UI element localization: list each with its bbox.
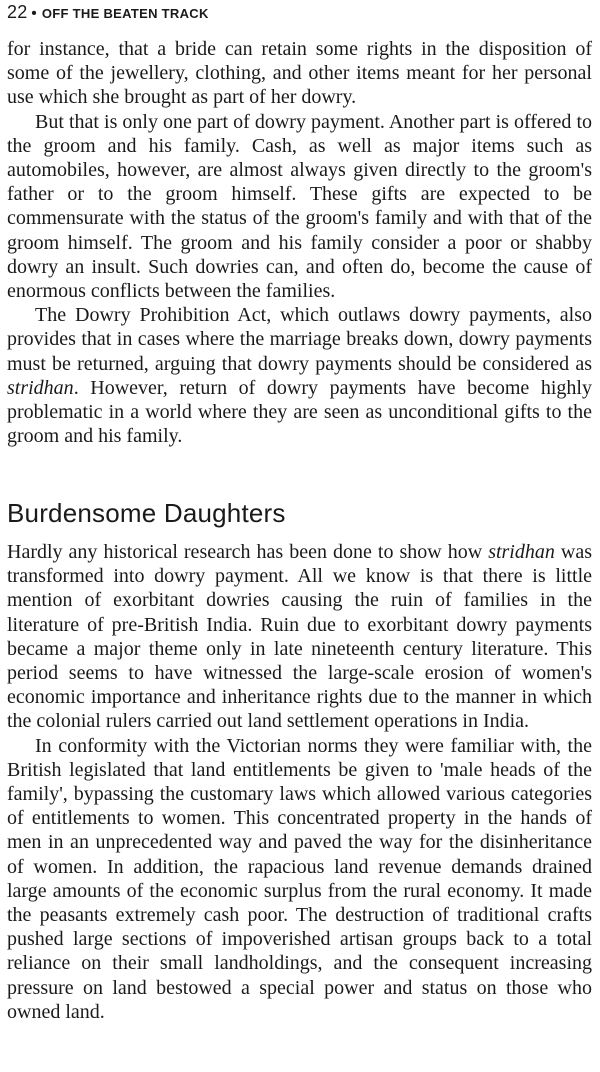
text-run: . However, return of dowry payments have become highly problematic in a world where they are seen as unconditional gifts to the groom and his family. — [7, 376, 592, 448]
text-run: was transformed into dowry payment. All we know is that there is little mention of exorbitant dowries causing the ruin of families in the literature of pre-British India. Ruin due to exorbitant dowry payments became a major theme only in late nineteenth century literature. This period seems to have witnessed the large-scale erosion of women's economic importance and inheritance rights due to the manner in which the colonial rulers carried out land settlement operations in India. — [7, 541, 592, 733]
section-one-text — [7, 37, 592, 448]
page-number: 22 — [7, 2, 28, 22]
running-head — [7, 2, 209, 23]
paragraph-victorian-norms: In conformity with the Victorian norms they were familiar with, the British legislated that land entitlements be given to 'male heads of the family', bypassing the customary laws which allowed various categories of entitlements to women. This concentrated property in the hands of men in an unprecedented way and paved the way for the disinheritance of women. In addition, the rapacious land revenue demands drained large amounts of the economic surplus from the rural economy. It made the peasants extremely cash poor. The destruction of traditional crafts pushed large sections of impoverished artisan groups back to a total reliance on their small landholdings, and the consequent increasing pressure on land bestowed a special power and status on those who owned land. — [7, 734, 592, 1023]
section-heading: Burdensome Daughters — [7, 498, 286, 528]
paragraph-dowry-act — [7, 303, 592, 448]
paragraph-historical-research — [7, 540, 592, 734]
paragraph-groom-payment: But that is only one part of dowry payment. Another part is offered to the groom and his family. Cash, as well as major items such as automobiles, however, are almost always given directly to the groom's father or to the groom himself. These gifts are expected to be commensurate with the status of the groom's family and with that of the groom himself. The groom and his family consider a poor or shabby dowry an insult. Such dowries can, and often do, become the cause of enormous conflicts between the families. — [7, 110, 592, 303]
bullet-separator: • — [31, 5, 37, 22]
text-run: Hardly any historical research has been done to show how — [7, 541, 489, 563]
italic-term: stridhan — [488, 541, 555, 563]
section-two-text — [7, 540, 592, 1024]
italic-term: stridhan — [7, 376, 74, 399]
running-head-title: OFF THE BEATEN TRACK — [41, 6, 209, 21]
text-run: The Dowry Prohibition Act, which outlaws dowry payments, also provides that in cases where the marriage breaks down, dowry payments must be returned, arguing that dowry payments should be considered as — [7, 304, 592, 375]
paragraph-continued: for instance, that a bride can retain some rights in the disposition of some of the jewellery, clothing, and other items meant for her personal use which she brought as part of her dowry. — [7, 38, 592, 109]
